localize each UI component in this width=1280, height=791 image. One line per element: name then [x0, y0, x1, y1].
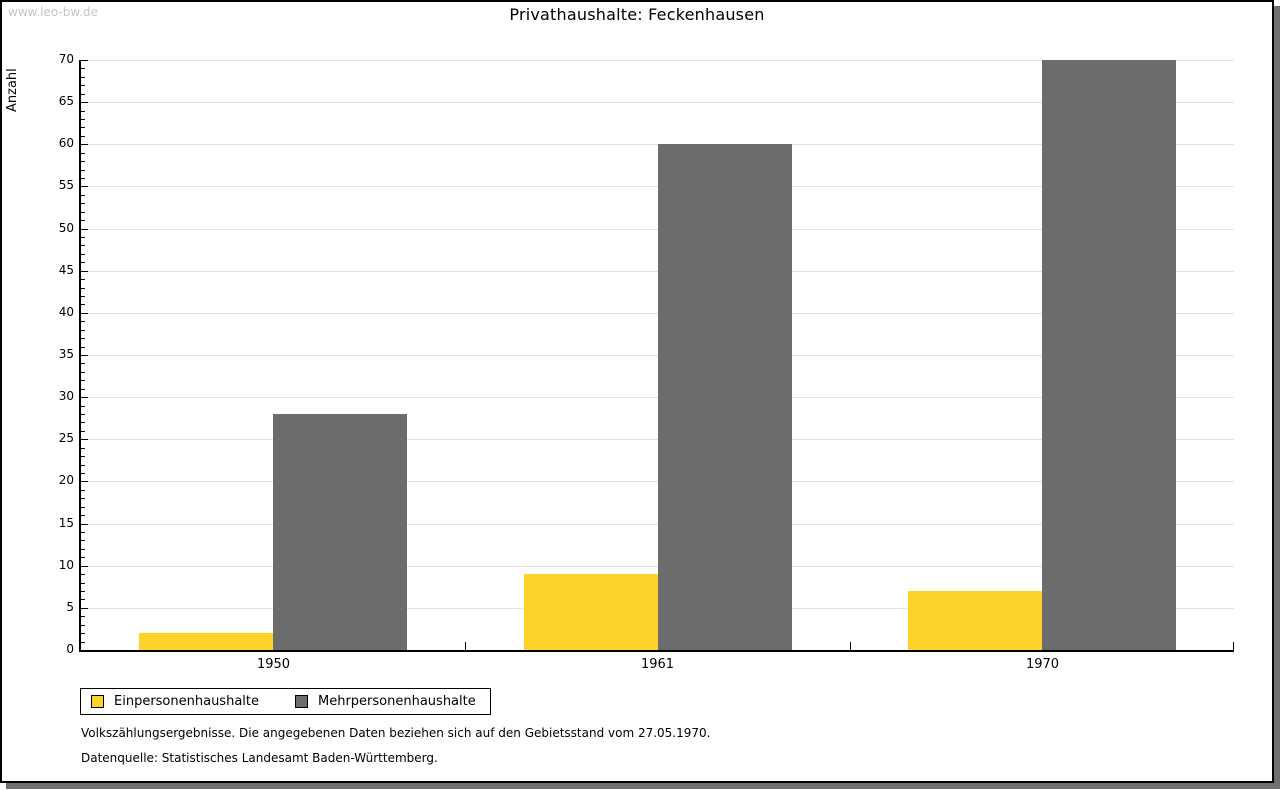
y-tick — [81, 524, 88, 525]
y-tick — [81, 465, 85, 466]
legend-swatch-einpersonenhaushalte — [91, 695, 104, 708]
y-tick — [81, 574, 85, 575]
y-tick — [81, 355, 88, 356]
y-tick — [81, 136, 85, 137]
y-tick — [81, 254, 85, 255]
y-tick — [81, 127, 85, 128]
y-tick-label: 0 — [66, 642, 74, 656]
y-tick-label: 30 — [58, 389, 74, 403]
y-tick — [81, 515, 85, 516]
y-tick — [81, 532, 85, 533]
y-tick — [81, 321, 85, 322]
y-tick — [81, 439, 88, 440]
y-tick — [81, 111, 85, 112]
y-tick — [81, 212, 85, 213]
bar-1950-einpersonen — [139, 633, 273, 650]
y-tick-label: 60 — [58, 136, 74, 150]
y-tick — [81, 456, 85, 457]
y-tick — [81, 448, 85, 449]
footnote-datenquelle: Datenquelle: Statistisches Landesamt Baden-Württemberg. — [81, 751, 438, 765]
y-tick — [81, 203, 85, 204]
y-tick — [81, 625, 85, 626]
bar-1950-mehrpersonen — [273, 414, 407, 650]
y-tick — [81, 481, 88, 482]
y-tick — [81, 94, 85, 95]
y-tick — [81, 566, 88, 567]
y-tick — [81, 591, 85, 592]
y-tick — [81, 507, 85, 508]
bar-1961-einpersonen — [524, 574, 658, 650]
legend — [80, 688, 491, 715]
y-tick — [81, 549, 85, 550]
x-tick — [850, 642, 851, 650]
y-axis-tick-labels — [2, 52, 74, 656]
watermark: www.leo-bw.de — [8, 5, 98, 19]
y-tick — [81, 389, 85, 390]
bar-1961-mehrpersonen — [658, 144, 792, 650]
x-tick — [465, 642, 466, 650]
y-tick-label: 45 — [58, 263, 74, 277]
y-tick — [81, 431, 85, 432]
y-tick-label: 10 — [58, 558, 74, 572]
y-tick — [81, 642, 85, 643]
y-tick-label: 50 — [58, 221, 74, 235]
footnote-gebietsstand: Volkszählungsergebnisse. Die angegebenen Daten beziehen sich auf den Gebietsstand vom 27.05.1970. — [81, 726, 711, 740]
y-tick — [81, 608, 88, 609]
y-tick — [81, 271, 88, 272]
y-tick — [81, 237, 85, 238]
y-tick — [81, 347, 85, 348]
y-tick-label: 15 — [58, 516, 74, 530]
x-axis-labels — [81, 657, 1234, 673]
y-tick — [81, 229, 88, 230]
y-tick — [81, 60, 88, 61]
legend-label-mehrpersonenhaushalte: Mehrpersonenhaushalte — [318, 694, 476, 709]
y-tick — [81, 245, 85, 246]
y-tick — [81, 102, 88, 103]
y-tick-label: 35 — [58, 347, 74, 361]
y-tick — [81, 540, 85, 541]
y-tick — [81, 220, 85, 221]
y-tick — [81, 583, 85, 584]
y-tick — [81, 195, 85, 196]
y-tick-label: 70 — [58, 52, 74, 66]
y-tick — [81, 557, 85, 558]
y-tick-label: 20 — [58, 473, 74, 487]
y-tick-label: 5 — [66, 600, 74, 614]
plot-area — [79, 60, 1234, 652]
y-tick — [81, 490, 85, 491]
y-tick — [81, 178, 85, 179]
x-category-label: 1961 — [640, 657, 675, 672]
y-tick — [81, 633, 85, 634]
y-tick — [81, 68, 85, 69]
y-tick — [81, 414, 85, 415]
bar-1970-mehrpersonen — [1042, 60, 1176, 650]
y-tick — [81, 473, 85, 474]
y-tick — [81, 498, 85, 499]
y-tick — [81, 616, 85, 617]
y-tick — [81, 422, 85, 423]
y-tick — [81, 77, 85, 78]
legend-label-einpersonenhaushalte: Einpersonenhaushalte — [114, 694, 259, 709]
x-tick — [1233, 642, 1234, 650]
y-tick — [81, 380, 85, 381]
y-tick — [81, 330, 85, 331]
y-tick — [81, 296, 85, 297]
y-tick — [81, 170, 85, 171]
y-tick — [81, 313, 88, 314]
bar-1970-einpersonen — [908, 591, 1042, 650]
y-tick-label: 25 — [58, 431, 74, 445]
x-category-label: 1970 — [1025, 657, 1060, 672]
y-tick — [81, 397, 88, 398]
y-tick — [81, 372, 85, 373]
y-tick — [81, 85, 85, 86]
x-category-label: 1950 — [256, 657, 291, 672]
y-tick-label: 40 — [58, 305, 74, 319]
y-tick — [81, 288, 85, 289]
legend-swatch-mehrpersonenhaushalte — [295, 695, 308, 708]
y-tick — [81, 144, 88, 145]
y-tick — [81, 304, 85, 305]
y-tick — [81, 262, 85, 263]
y-tick — [81, 153, 85, 154]
y-tick-label: 55 — [58, 178, 74, 192]
y-axis-label: Anzahl — [5, 68, 20, 112]
chart-title: Privathaushalte: Feckenhausen — [509, 5, 765, 24]
y-tick — [81, 279, 85, 280]
y-tick — [81, 599, 85, 600]
y-tick — [81, 363, 85, 364]
y-tick — [81, 186, 88, 187]
y-tick — [81, 338, 85, 339]
y-tick — [81, 406, 85, 407]
y-tick — [81, 161, 85, 162]
y-tick — [81, 119, 85, 120]
y-tick-label: 65 — [58, 94, 74, 108]
